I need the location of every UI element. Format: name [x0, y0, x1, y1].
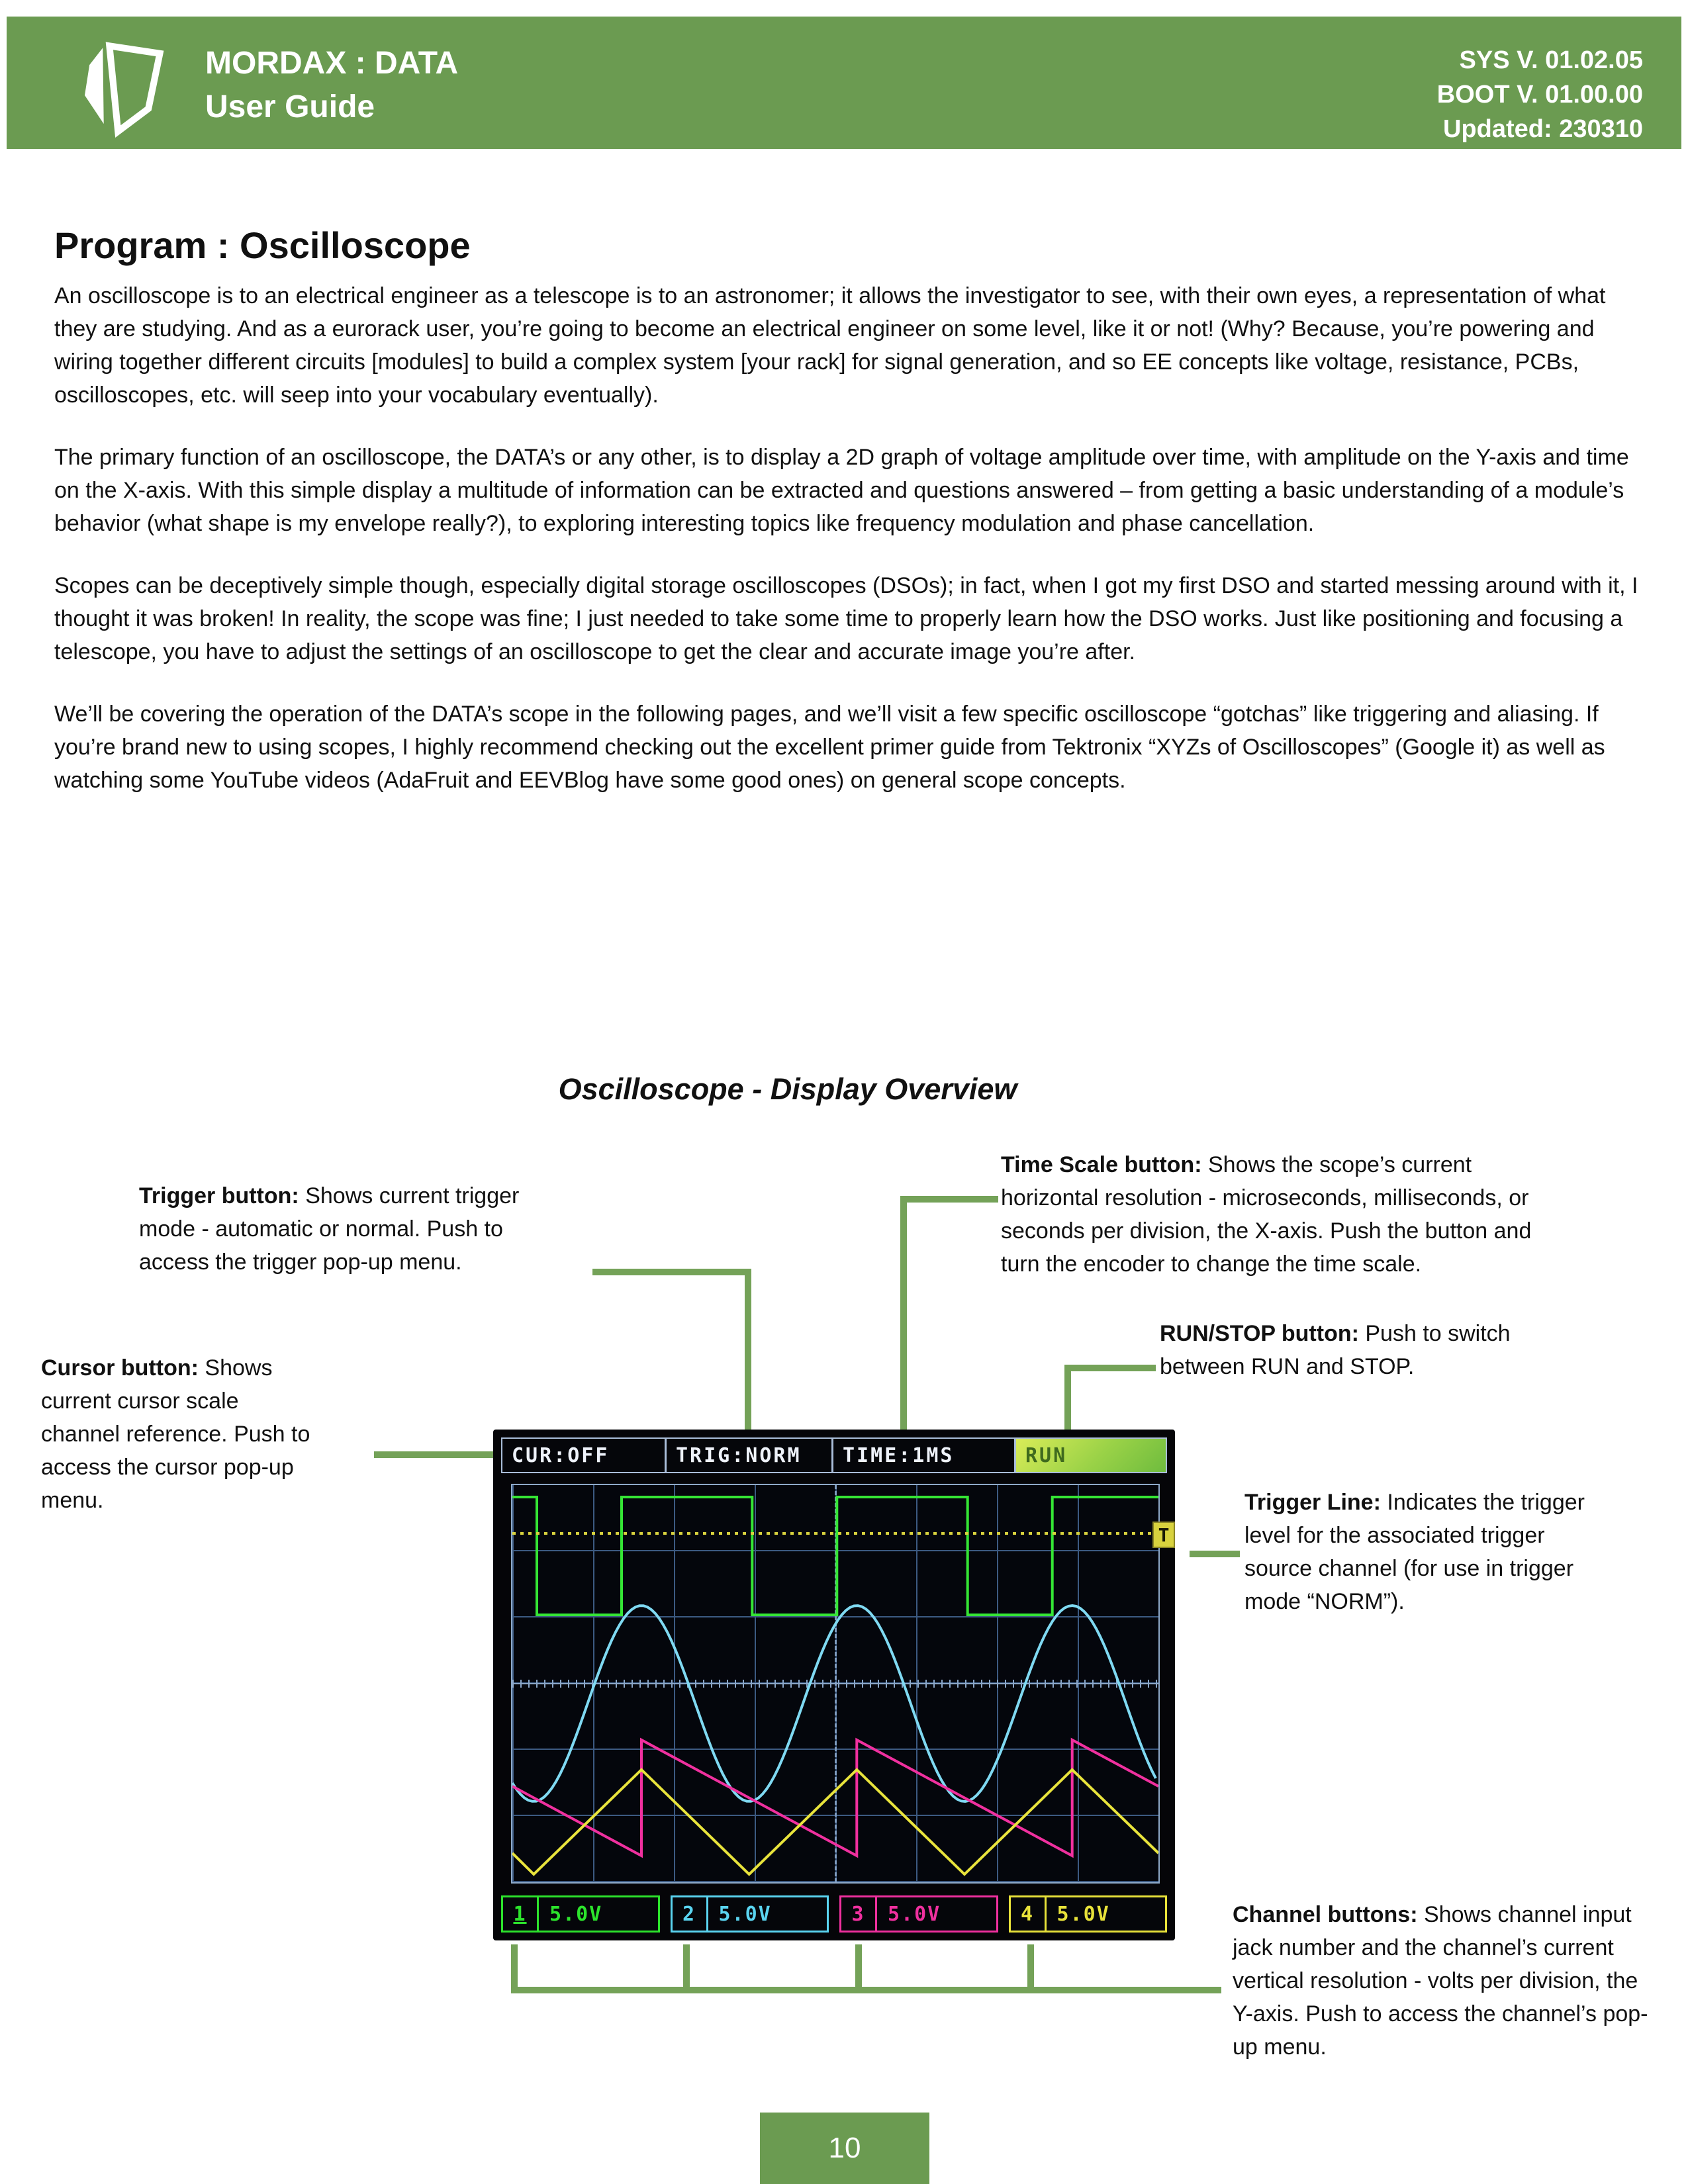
header-subtitle: User Guide	[205, 89, 375, 124]
channel-volts-per-div: 5.0V	[1056, 1902, 1110, 1926]
channel-button-2	[671, 1895, 829, 1933]
callout-trigger-line-text: Indicates the trigger level for the associated trigger source channel (for use in trigger mode “NORM”).	[1244, 1490, 1585, 1614]
header-bar	[7, 17, 1681, 149]
boot-version: BOOT V. 01.00.00	[1436, 81, 1643, 109]
channel-connector-line	[855, 1944, 862, 1992]
cursor-connector-line	[374, 1451, 493, 1458]
cursor-mode-button: CUR:OFF	[502, 1439, 667, 1472]
callout-time-scale-text: Shows the scope’s current horizontal resolution - microseconds, milliseconds, or seconds per division, the X-axis. Push the button and turn the encoder to change the time scale.	[1001, 1152, 1532, 1277]
updated-date: Updated: 230310	[1442, 115, 1643, 143]
trigger-connector-line	[592, 1269, 751, 1275]
callout-run-stop-button	[1160, 1317, 1583, 1383]
channel-button-row	[501, 1895, 1167, 1933]
callout-time-scale-label: Time Scale button:	[1001, 1152, 1202, 1177]
channel-number: 2	[673, 1897, 708, 1931]
callout-run-stop-label: RUN/STOP button:	[1160, 1321, 1359, 1346]
trigger-mode-button: TRIG:NORM	[667, 1439, 833, 1472]
paragraph-4: We’ll be covering the operation of the DATA’s scope in the following pages, and we’ll visit a few specific oscilloscope “gotchas” like triggering and aliasing. If you’re brand new to using scopes, I highly recommend checking out the excellent primer guide from Tektronix “XYZs of Oscilloscopes” (Google it) as well as watching some YouTube videos (AdaFruit and EEVBlog have some good ones) on general scope concepts.	[54, 702, 1605, 793]
callout-cursor-label: Cursor button:	[41, 1355, 199, 1381]
scope-grid	[511, 1484, 1170, 1884]
channel-volts-per-div: 5.0V	[888, 1902, 941, 1926]
run-stop-button: RUN	[1016, 1439, 1166, 1472]
callout-trigger-button-label: Trigger button:	[139, 1183, 299, 1208]
callout-cursor-text: Shows current cursor scale channel reference. Push to access the cursor pop-up menu.	[41, 1355, 310, 1513]
callout-trigger-line	[1244, 1486, 1599, 1618]
paragraph-2: The primary function of an oscilloscope, the DATA’s or any other, is to display a 2D graph of voltage amplitude over time, with amplitude on the Y-axis and time on the X-axis. With this simple display a multitude of information can be extracted and questions answered – from getting a basic understanding of a module’s behavior (what shape is my envelope really?), to exploring interesting topics like frequency modulation and phase cancellation.	[54, 445, 1629, 536]
time-scale-connector-line	[900, 1196, 998, 1203]
scope-waveforms	[512, 1485, 1158, 1882]
channel-button-1	[501, 1895, 660, 1933]
channel-volts-per-div: 5.0V	[718, 1902, 772, 1926]
header-title: MORDAX : DATA	[205, 46, 459, 81]
page-number-badge: 10	[760, 2113, 929, 2184]
mordax-logo-icon	[65, 36, 179, 141]
channel-connector-line	[511, 1944, 518, 1992]
run-stop-connector-line	[1064, 1365, 1071, 1439]
callout-trigger-button	[139, 1179, 576, 1279]
sys-version: SYS V. 01.02.05	[1459, 46, 1643, 74]
channel-number: 3	[841, 1897, 877, 1931]
callout-trigger-line-label: Trigger Line:	[1244, 1490, 1381, 1515]
callout-time-scale-button	[1001, 1148, 1550, 1281]
callout-channel-buttons-text: Shows channel input jack number and the channel’s current vertical resolution - volts per division, the Y-axis. Push to access the channel’s pop-up menu.	[1233, 1902, 1648, 2060]
channel-connector-line	[683, 1944, 690, 1992]
callout-cursor-button	[41, 1351, 319, 1517]
paragraph-3: Scopes can be deceptively simple though, especially digital storage oscilloscopes (DSOs); in fact, when I got my first DSO and started messing around with it, I thought it was broken! In reality, the scope was fine; I just needed to take some time to properly learn how the DSO works. Just like positioning and focusing a telescope, you have to adjust the settings of an oscilloscope to get the clear and accurate image you’re after.	[54, 573, 1638, 664]
scope-top-bar	[501, 1437, 1167, 1473]
time-scale-connector-line	[900, 1196, 907, 1439]
callout-channel-buttons	[1233, 1898, 1656, 2064]
trigger-level-marker: T	[1152, 1522, 1175, 1548]
run-stop-connector-line	[1064, 1365, 1156, 1371]
channel-connector-line	[511, 1987, 1221, 1993]
channel-button-3	[839, 1895, 998, 1933]
channel-button-4	[1009, 1895, 1168, 1933]
callout-run-stop-text: Push to switch between RUN and STOP.	[1160, 1321, 1511, 1379]
trigger-line-connector-line	[1190, 1551, 1240, 1557]
callout-channel-buttons-label: Channel buttons:	[1233, 1902, 1418, 1927]
paragraph-1: An oscilloscope is to an electrical engineer as a telescope is to an astronomer; it allows the investigator to see, with their own eyes, a representation of what they are studying. And as a eurorack user, you’re going to become an electrical engineer on some level, like it or not! (Why? Because, you’re powering and wiring together different circuits [modules] to build a complex system [your rack] for signal generation, and so EE concepts like voltage, resistance, PCBs, oscilloscopes, etc. will seep into your vocabulary eventually).	[54, 283, 1606, 408]
channel-number: 4	[1011, 1897, 1047, 1931]
channel-volts-per-div: 5.0V	[549, 1902, 603, 1926]
channel-connector-line	[1027, 1944, 1034, 1992]
body-copy	[54, 279, 1643, 826]
page-heading: Program : Oscilloscope	[54, 224, 471, 266]
section-title: Oscilloscope - Display Overview	[558, 1072, 1017, 1106]
channel-number: 1	[503, 1897, 539, 1931]
callout-trigger-button-text: Shows current trigger mode - automatic or normal. Push to access the trigger pop-up menu.	[139, 1183, 520, 1275]
time-scale-button: TIME:1MS	[833, 1439, 1016, 1472]
oscilloscope-screenshot	[493, 1430, 1175, 1940]
trigger-connector-line	[745, 1269, 751, 1439]
